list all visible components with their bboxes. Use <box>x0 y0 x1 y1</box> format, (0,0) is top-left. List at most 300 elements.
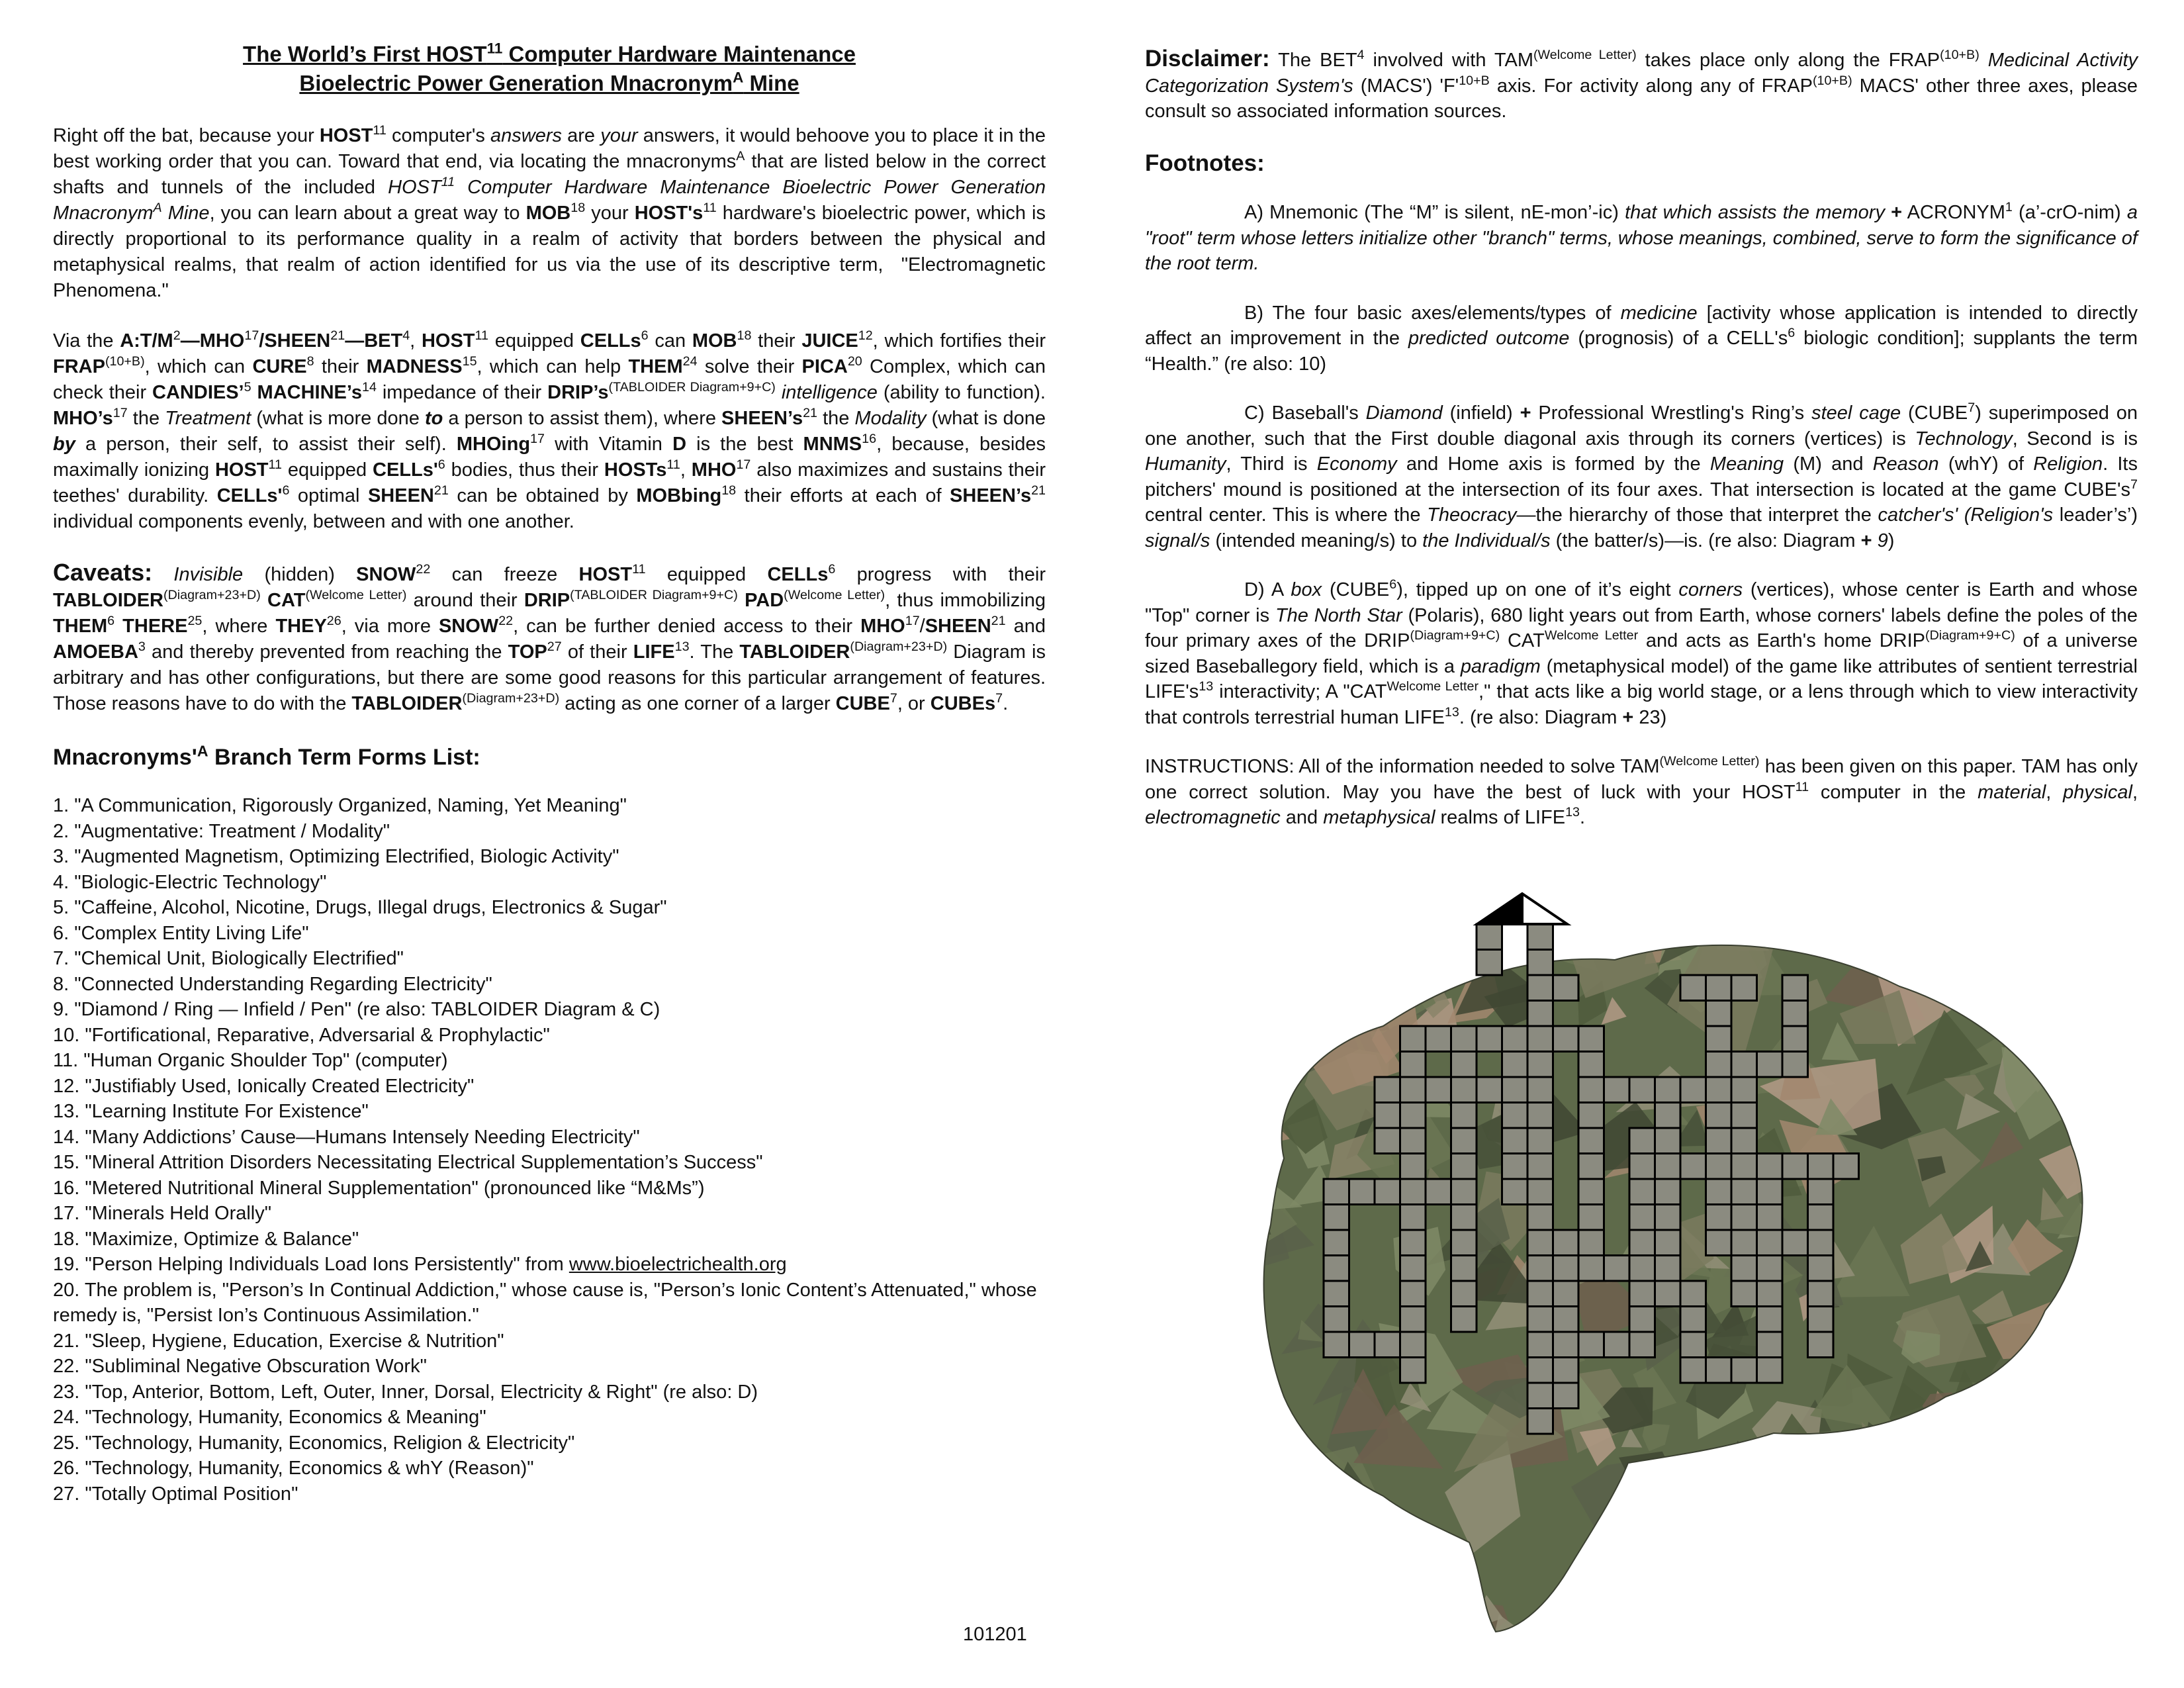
mine-cell[interactable] <box>1629 1179 1655 1205</box>
mine-cell[interactable] <box>1527 950 1553 976</box>
list-item: 17. "Minerals Held Orally" <box>53 1203 272 1224</box>
mine-cell[interactable] <box>1578 1230 1604 1256</box>
camo-patch <box>1357 1612 1397 1641</box>
right-column <box>1145 46 2138 831</box>
camo-patch <box>1800 1622 1839 1655</box>
camo-patch <box>1244 1506 1290 1558</box>
footnote-d: D) A box (CUBE$^6$), tipped up on one of it’s eight corners (vertices), whose center is Earth and whose "Top" corner is The North Star (Polaris), 680 light years out from Earth, whose corners' labels define the poles of the four primary axes of the $DRIP^{(Diagram+9+C)}$ $CAT^{Welcome Letter}$ and acts as Earth's home $DRIP^{(Diagram+9+C)}$ of a universe sized Baseballegory field, which is a paradigm (metaphysical model) of the game like attributes of sentient terrestrial $LIFE's^{13}$ interactivity; A "$CAT^{Welcome Letter}$," that acts like a big world stage, or a lens through which to view interactivity that controls terrestrial human LIFE$^{13}$. (re also: Diagram + 23) <box>1145 577 2138 728</box>
mine-cell[interactable] <box>1629 1281 1655 1307</box>
mine-cell[interactable] <box>1731 1358 1757 1383</box>
mine-cell[interactable] <box>1451 1052 1477 1078</box>
mine-cell[interactable] <box>1400 1281 1426 1307</box>
camo-patch <box>2068 1262 2098 1299</box>
mine-cell[interactable] <box>1655 1128 1681 1154</box>
mine-cell[interactable] <box>1629 1332 1655 1358</box>
camo-patch <box>1614 1577 1655 1615</box>
camo-patch <box>1667 1550 1693 1570</box>
list-item-19 <box>53 1252 1046 1278</box>
mine-cell[interactable] <box>1400 1128 1426 1154</box>
camo-patch <box>2029 1530 2097 1573</box>
mine-cell[interactable] <box>1629 1154 1655 1180</box>
list-item: 14. "Many Addictions’ Cause—Humans Intensely Needing Electricity" <box>53 1126 640 1148</box>
mine-cell[interactable] <box>1731 1052 1757 1078</box>
camo-patch <box>1291 1613 1363 1655</box>
mine-cell[interactable] <box>1578 1332 1604 1358</box>
mine-cell[interactable] <box>1502 1052 1528 1078</box>
mine-cell[interactable] <box>1578 1256 1604 1282</box>
mine-cell[interactable] <box>1808 1230 1834 1256</box>
list-item: 2. "Augmentative: Treatment / Modality" <box>53 820 390 842</box>
mine-cell[interactable] <box>1655 1103 1681 1129</box>
camo-patch <box>1943 922 1973 956</box>
camo-patch <box>1653 1595 1706 1638</box>
mine-cell[interactable] <box>1400 1077 1426 1103</box>
mine-cell[interactable] <box>1324 1332 1349 1358</box>
mine-cell[interactable] <box>1502 1103 1528 1129</box>
camo-patch <box>1244 1047 1291 1119</box>
camo-patch <box>1272 880 1317 935</box>
mine-cell[interactable] <box>1400 1256 1426 1282</box>
mine-cell[interactable] <box>1527 1332 1553 1358</box>
mine-cell[interactable] <box>1375 1332 1400 1358</box>
camo-patch <box>1841 1441 1868 1477</box>
camo-patch <box>1377 1581 1428 1630</box>
mine-cell[interactable] <box>1527 1358 1553 1383</box>
mine-cell[interactable] <box>1375 1128 1400 1154</box>
mine-cell[interactable] <box>1553 1256 1579 1282</box>
mine-cell[interactable] <box>1553 1332 1579 1358</box>
mine-cell[interactable] <box>1578 1179 1604 1205</box>
camo-patch <box>1920 912 1946 951</box>
footnote-a: A) Mnemonic (The “M” is silent, nE-mon’-ic) that which assists the memory + $ACRONYM^1$ (a’-crO-nim) a "root" term whose letters initialize other "branch" terms, whose meanings, combined, serve to form the significance of the root term. <box>1145 200 2138 274</box>
mine-cell[interactable] <box>1757 1358 1783 1383</box>
camo-patch <box>1667 1525 1735 1574</box>
mine-cell[interactable] <box>1757 1052 1783 1078</box>
mine-cell[interactable] <box>1655 1281 1681 1307</box>
list-item: 1. "A Communication, Rigorously Organized, Naming, Yet Meaning" <box>53 795 627 816</box>
mine-cell[interactable] <box>1706 1358 1732 1383</box>
mine-cell[interactable] <box>1451 1077 1477 1103</box>
mine-cell[interactable] <box>1477 1026 1502 1052</box>
camo-patch <box>1432 1569 1480 1632</box>
mine-cell[interactable] <box>1324 1307 1349 1333</box>
mine-cell[interactable] <box>1757 1154 1783 1180</box>
camo-patch <box>1811 1476 1834 1501</box>
intro-paragraph: Right off the bat, because your HOST$^{11}$ computer's answers are your answers, it would behoove you to place it in the best working order that you can. Toward that end, via locating the mnacronyms$^A$ that are listed below in the correct shafts and tunnels of the included HOST$^{11}$ Computer Hardware Maintenance Bioelectric Power Generation Mnacronym$^A$ Mine, you can learn about a great way to MOB$^{18}$ your $HOST's^{11}$ hardware's bioelectric power, which is directly proportional to its performance quality in a realm of activity that borders between the physical and metaphysical realms, that realm of action identified for us via the use of its descriptive term, "Electromagnetic Phenomena." <box>53 123 1046 301</box>
mine-cell[interactable] <box>1375 1077 1400 1103</box>
camo-patch <box>1308 880 1373 939</box>
mine-cell[interactable] <box>1400 1179 1426 1205</box>
mine-cell[interactable] <box>1375 1179 1400 1205</box>
title-line-1: The World’s First HOST$^{11}$ Computer Hardware Maintenance <box>243 40 856 66</box>
camo-patch <box>1917 1407 1959 1444</box>
camo-patch <box>1952 1464 2022 1560</box>
mine-cell[interactable] <box>1757 1332 1783 1358</box>
camo-patch <box>1923 1434 2003 1481</box>
mine-cell[interactable] <box>1680 1307 1706 1333</box>
mine-cell[interactable] <box>1782 975 1808 1001</box>
mine-cell[interactable] <box>1578 1205 1604 1231</box>
mine-cell[interactable] <box>1527 1052 1553 1078</box>
camo-patch <box>2046 1561 2083 1601</box>
list-heading: $Mnacronyms'^A$ Branch Term Forms List: <box>53 742 480 770</box>
camo-patch <box>1384 898 1417 945</box>
mine-cell[interactable] <box>1629 1256 1655 1282</box>
mine-cell[interactable] <box>1757 1281 1783 1307</box>
list-item: 13. "Learning Institute For Existence" <box>53 1101 369 1122</box>
mine-cell[interactable] <box>1731 1281 1757 1307</box>
camo-patch <box>1370 980 1406 1019</box>
camo-patch <box>1244 1603 1290 1655</box>
list-item: 23. "Top, Anterior, Bottom, Left, Outer, Inner, Dorsal, Electricity & Right" (re also: D) <box>53 1381 758 1403</box>
mine-cell[interactable] <box>1629 1077 1655 1103</box>
camo-patch <box>1823 1549 1910 1615</box>
mine-cell[interactable] <box>1655 1230 1681 1256</box>
mine-cell[interactable] <box>1680 1281 1706 1307</box>
mine-cell[interactable] <box>1808 1332 1834 1358</box>
mine-cell[interactable] <box>1757 1307 1783 1333</box>
instructions-paragraph: INSTRUCTIONS: All of the information needed to solve $TAM^{(Welcome Letter)}$ has been given on this paper. TAM has only one correct solution. May you have the best of luck with your HOST$^{11}$ computer in the material, physical, electromagnetic and metaphysical realms of LIFE$^{13}$. <box>1145 754 2138 828</box>
disclaimer-heading: Disclaimer: <box>1145 46 1270 71</box>
camo-patch <box>1357 922 1441 970</box>
mine-cell[interactable] <box>1706 1001 1732 1027</box>
mine-cell[interactable] <box>1324 1230 1349 1256</box>
mine-cell[interactable] <box>1731 1179 1757 1205</box>
mine-cell[interactable] <box>1451 1205 1477 1231</box>
mine-cell[interactable] <box>1655 1154 1681 1180</box>
left-column <box>53 40 1046 1507</box>
camo-patch <box>2028 1511 2098 1617</box>
mine-cell[interactable] <box>1400 1154 1426 1180</box>
camo-patch <box>2002 885 2053 925</box>
camo-patch <box>1347 880 1425 908</box>
mine-cell[interactable] <box>1680 975 1706 1001</box>
mine-cell[interactable] <box>1782 1001 1808 1027</box>
camo-patch <box>1324 1560 1384 1599</box>
mine-cell[interactable] <box>1451 1256 1477 1282</box>
mine-cell[interactable] <box>1527 1409 1553 1434</box>
mine-cell[interactable] <box>1324 1179 1349 1205</box>
mine-cell[interactable] <box>1782 1230 1808 1256</box>
mine-cell[interactable] <box>1527 1281 1553 1307</box>
list-item: 6. "Complex Entity Living Life" <box>53 922 309 944</box>
camo-patch <box>2036 934 2099 1001</box>
mine-cell[interactable] <box>1477 924 1502 950</box>
mine-cell[interactable] <box>1706 1154 1732 1180</box>
camo-patch <box>1862 880 1943 935</box>
camo-patch <box>1244 1467 1292 1560</box>
list-item: 27. "Totally Optimal Position" <box>53 1483 298 1505</box>
camo-patch <box>1340 1590 1412 1656</box>
brain-puzzle-figure <box>1244 880 2098 1655</box>
mine-cell[interactable] <box>1400 1205 1426 1231</box>
camo-patch <box>1758 1458 1803 1494</box>
mine-cell[interactable] <box>1527 1230 1553 1256</box>
mine-cell[interactable] <box>1324 1205 1349 1231</box>
mine-cell[interactable] <box>1502 1077 1528 1103</box>
mine-cell[interactable] <box>1324 1281 1349 1307</box>
mine-cell[interactable] <box>1629 1128 1655 1154</box>
mine-cell[interactable] <box>1706 1230 1732 1256</box>
camo-patch <box>1860 1422 1911 1468</box>
mine-cell[interactable] <box>1400 1307 1426 1333</box>
mine-cell[interactable] <box>1553 1281 1579 1307</box>
mine-cell[interactable] <box>1502 1128 1528 1154</box>
mine-cell[interactable] <box>1604 1332 1630 1358</box>
camo-patch <box>1244 1427 1285 1491</box>
mine-cell[interactable] <box>1502 1026 1528 1052</box>
mine-cell[interactable] <box>1655 1256 1681 1282</box>
mine-cell[interactable] <box>1451 1230 1477 1256</box>
caveats-heading: Caveats: <box>53 559 153 586</box>
mine-cell[interactable] <box>1782 1026 1808 1052</box>
camo-patch <box>1717 1440 1770 1503</box>
camo-patch <box>1297 1527 1386 1621</box>
camo-patch <box>2045 1378 2098 1422</box>
mine-cell[interactable] <box>1349 1179 1375 1205</box>
list-item: 9. "Diamond / Ring — Infield / Pen" (re also: TABLOIDER Diagram & C) <box>53 999 660 1020</box>
camo-patch <box>2002 1577 2057 1655</box>
camo-patch <box>1244 1209 1271 1237</box>
mine-cell[interactable] <box>1731 1230 1757 1256</box>
mine-cell[interactable] <box>1731 1154 1757 1180</box>
mine-cell[interactable] <box>1527 1103 1553 1129</box>
list-item: 15. "Mineral Attrition Disorders Necessitating Electrical Supplementation’s Success" <box>53 1152 763 1173</box>
document-number: 101201 <box>963 1624 1027 1645</box>
list-item: 26. "Technology, Humanity, Economics & whY (Reason)" <box>53 1458 534 1479</box>
mine-cell[interactable] <box>1451 1026 1477 1052</box>
camo-patch <box>1658 1530 1696 1570</box>
camo-patch <box>1766 1615 1818 1655</box>
mine-cell[interactable] <box>1629 1230 1655 1256</box>
mine-cell[interactable] <box>1527 924 1553 950</box>
camo-patch <box>1381 906 1421 941</box>
mine-cell[interactable] <box>1680 1154 1706 1180</box>
list-item: 11. "Human Organic Shoulder Top" (computer) <box>53 1050 448 1071</box>
mine-cell[interactable] <box>1655 1179 1681 1205</box>
disclaimer-paragraph: Disclaimer: The BET$^4$ involved with $TAM^{(Welcome Letter)}$ takes place only along the $FRAP^{(10+B)}$ Medicinal Activity Categorization System's (MACS') '$F'^{10+B}$ axis. For activity along any of $FRAP^{(10+B)}$ MACS' other three axes, please consult so associated information sources. <box>1145 46 2138 122</box>
camo-patch <box>1352 982 1412 1011</box>
camo-patch <box>1717 1474 1792 1551</box>
mine-cell[interactable] <box>1527 1128 1553 1154</box>
list-item: 8. "Connected Understanding Regarding Electricity" <box>53 973 492 995</box>
mine-cell[interactable] <box>1680 1358 1706 1383</box>
mine-cell[interactable] <box>1731 975 1757 1001</box>
mine-cell[interactable] <box>1808 1154 1834 1180</box>
mine-cell[interactable] <box>1502 1179 1528 1205</box>
mine-cell[interactable] <box>1400 1230 1426 1256</box>
mine-cell[interactable] <box>1706 1103 1732 1129</box>
mine-cell[interactable] <box>1349 1332 1375 1358</box>
mine-cell[interactable] <box>1604 1077 1630 1103</box>
camo-patch <box>2003 1396 2045 1452</box>
camo-patch <box>1733 880 1798 933</box>
mine-cell[interactable] <box>1324 1256 1349 1282</box>
mine-cell[interactable] <box>1731 1205 1757 1231</box>
mine-cell[interactable] <box>1527 1154 1553 1180</box>
mine-cell[interactable] <box>1578 1052 1604 1078</box>
mine-cell[interactable] <box>1553 975 1579 1001</box>
mine-cell[interactable] <box>1553 1358 1579 1383</box>
mine-cell[interactable] <box>1527 975 1553 1001</box>
list-item: 5. "Caffeine, Alcohol, Nicotine, Drugs, Illegal drugs, Electronics & Sugar" <box>53 897 667 918</box>
list-item: 12. "Justifiably Used, Ionically Created Electricity" <box>53 1075 475 1097</box>
mine-cell[interactable] <box>1527 1205 1553 1231</box>
mine-cell[interactable] <box>1477 950 1502 976</box>
camo-patch <box>1893 1526 1941 1578</box>
mine-cell[interactable] <box>1375 1103 1400 1129</box>
camo-patch <box>1303 1583 1377 1637</box>
mine-cell[interactable] <box>1527 1026 1553 1052</box>
mine-cell[interactable] <box>1477 1077 1502 1103</box>
mine-cell[interactable] <box>1400 1103 1426 1129</box>
camo-patch <box>2044 1507 2098 1585</box>
mine-cell[interactable] <box>1757 1256 1783 1282</box>
mine-cell[interactable] <box>1782 1154 1808 1180</box>
mine-cell[interactable] <box>1527 1077 1553 1103</box>
mine-cell[interactable] <box>1527 1383 1553 1409</box>
mine-cell[interactable] <box>1680 1077 1706 1103</box>
mine-cell[interactable] <box>1680 1332 1706 1358</box>
mine-cell[interactable] <box>1706 1128 1732 1154</box>
mine-cell[interactable] <box>1578 1128 1604 1154</box>
list-item: 16. "Metered Nutritional Mineral Supplementation" (pronounced like “M&Ms”) <box>53 1177 705 1199</box>
mine-cell[interactable] <box>1808 1256 1834 1282</box>
mine-cell[interactable] <box>1757 1230 1783 1256</box>
camo-patch <box>1795 1605 1843 1648</box>
mine-cell[interactable] <box>1706 1077 1732 1103</box>
footnote-c: C) Baseball's Diamond (infield) + Professional Wrestling's Ring’s steel cage (CUBE$^7$) superimposed on one another, such that the First double diagonal axis through its corners (vertices) is Technology, Second is is Humanity, Third is Economy and Home axis is formed by the Meaning (M) and Reason (whY) of Religion. Its pitchers' mound is positioned at the intersection of its four axes. That intersection is located at the game $CUBE's^7$ central center. This is where the Theocracy—the hierarchy of those that interpret the catcher's' (Religion's leader’s’) signal/s (intended meaning/s) to the Individual/s (the batter/s)—is. (re also: Diagram + 9) <box>1145 400 2138 551</box>
mine-cell[interactable] <box>1451 1128 1477 1154</box>
mine-cell[interactable] <box>1782 1052 1808 1078</box>
mine-cell[interactable] <box>1833 1154 1859 1180</box>
mine-cell[interactable] <box>1629 1205 1655 1231</box>
mine-cell[interactable] <box>1706 1052 1732 1078</box>
mine-cell[interactable] <box>1426 1179 1451 1205</box>
list-item-text: 19. "Person Helping Individuals Load Ions Persistently" from <box>53 1254 569 1275</box>
camo-patch <box>1713 1470 1776 1524</box>
mine-cell[interactable] <box>1451 1103 1477 1129</box>
mine-cell[interactable] <box>1629 1307 1655 1333</box>
camo-patch <box>1249 1505 1320 1637</box>
camo-patch <box>1890 1483 1954 1523</box>
mine-cell[interactable] <box>1655 1077 1681 1103</box>
camo-patch <box>1265 1502 1343 1588</box>
mine-cell[interactable] <box>1451 1281 1477 1307</box>
camo-patch <box>1864 1605 1919 1655</box>
camo-patch <box>2003 939 2084 1009</box>
camo-patch <box>1469 880 1508 909</box>
mine-cell[interactable] <box>1731 1103 1757 1129</box>
camo-patch <box>1619 1452 1680 1519</box>
camo-patch <box>1862 1422 1890 1453</box>
caveats-paragraph: Caveats: Invisible (hidden) SNOW$^{22}$ can freeze HOST$^{11}$ equipped CELLs$^6$ progress with their $TABLOIDER^{(Diagram+23+D)}$ $CAT^{(Welcome Letter)}$ around their $DRIP^{(TABLOIDER Diagram+9+C)}$ $PAD^{(Welcome Letter)}$, thus immobilizing THEM$^6$ THERE$^{25}$, where THEY$^{26}$, via more SNOW$^{22}$, can be further denied access to their MHO$^{17}$/SHEEN$^{21}$ and AMOEBA$^3$ and thereby prevented from reaching the TOP$^{27}$ of their LIFE$^{13}$. The $TABLOIDER^{(Diagram+23+D)}$ Diagram is arbitrary and has other configurations, but there are some good reasons for this particular arrangement of features. Those reasons have to do with the $TABLOIDER^{(Diagram+23+D)}$ acting as one corner of a larger CUBE$^7$, or CUBEs$^7$. <box>53 559 1046 714</box>
camo-patch <box>2058 1436 2098 1485</box>
mine-cell[interactable] <box>1426 1026 1451 1052</box>
camo-patch <box>1788 1472 1827 1510</box>
camo-patch <box>1367 1520 1449 1581</box>
camo-patch <box>1854 1573 1895 1626</box>
camo-patch <box>1394 1613 1493 1655</box>
list-item: 20. The problem is, "Person’s In Continual Addiction," whose cause is, "Person’s Ionic Content’s Attenuated," whose remedy is, "Persist Ion’s Continuous Assimilation." <box>53 1279 1037 1326</box>
mine-cell[interactable] <box>1808 1179 1834 1205</box>
camo-patch <box>2044 1411 2080 1464</box>
camo-patch <box>2044 1389 2081 1427</box>
mine-cell[interactable] <box>1400 1332 1426 1358</box>
mine-cell[interactable] <box>1553 1230 1579 1256</box>
mine-cell[interactable] <box>1706 1026 1732 1052</box>
via-paragraph: Via the $A:T/M^2—MHO^{17}/SHEEN^{21}—BET^4$, HOST$^{11}$ equipped CELLs$^6$ can MOB$^{18}$ their JUICE$^{12}$, which fortifies their $FRAP^{(10+B)}$, which can CURE$^8$ their MADNESS$^{15}$, which can help THEM$^{24}$ solve their PICA$^{20}$ Complex, which can check their CANDIES’$^5$ $MACHINE’s^{14}$ impedance of their $DRIP’s^{(TABLOIDER Diagram+9+C)}$ intelligence (ability to function). $MHO’s^{17}$ the Treatment (what is more done to a person to assist them), where $SHEEN’s^{21}$ the Modality (what is done by a person, their self, to assist their self). MHOing$^{17}$ with Vitamin D is the best MNMS$^{16}$, because, besides maximally ionizing HOST$^{11}$ equipped $CELLs'^6$ bodies, thus their HOSTs$^{11}$, MHO$^{17}$ also maximizes and sustains their teethes' durability. $CELLs'^6$ optimal SHEEN$^{21}$ can be obtained by MOBbing$^{18}$ their efforts at each of $SHEEN’s^{21}$ individual components evenly, between and with one another. <box>53 328 1046 532</box>
camo-patch <box>2028 987 2098 1061</box>
mine-cell[interactable] <box>1426 1077 1451 1103</box>
footnote-b: B) The four basic axes/elements/types of medicine [activity whose application is intended to directly affect an improvement in the predicted outcome (prognosis) of a $CELL's^6$ biologic condition]; supplants the term “Health.” (re also: 10) <box>1145 302 2138 375</box>
mine-cell[interactable] <box>1757 1179 1783 1205</box>
camo-patch <box>1738 880 1778 941</box>
list-item: 25. "Technology, Humanity, Economics, Religion & Electricity" <box>53 1432 575 1454</box>
mine-cell[interactable] <box>1527 1001 1553 1027</box>
mine-cell[interactable] <box>1451 1307 1477 1333</box>
list-item: 3. "Augmented Magnetism, Optimizing Electrified, Biologic Activity" <box>53 846 619 867</box>
mine-cell[interactable] <box>1451 1179 1477 1205</box>
camo-patch <box>1354 880 1420 951</box>
camo-patch <box>1778 1448 1876 1558</box>
mine-cell[interactable] <box>1808 1307 1834 1333</box>
camo-patch <box>1909 1545 1995 1634</box>
mine-cell[interactable] <box>1451 1154 1477 1180</box>
mine-cell[interactable] <box>1578 1077 1604 1103</box>
mine-cell[interactable] <box>1527 1179 1553 1205</box>
mine-cell[interactable] <box>1706 1179 1732 1205</box>
camo-patch <box>1717 900 1769 951</box>
camo-patch <box>1948 880 2000 894</box>
house-roof-icon <box>1477 894 1567 924</box>
mine-cell[interactable] <box>1757 1205 1783 1231</box>
list-item: 7. "Chemical Unit, Biologically Electrified" <box>53 948 404 969</box>
mine-cell[interactable] <box>1527 1307 1553 1333</box>
mine-cell[interactable] <box>1578 1154 1604 1180</box>
branch-term-list <box>53 793 1046 1507</box>
mine-cell[interactable] <box>1553 1307 1579 1333</box>
mine-cell[interactable] <box>1578 1103 1604 1129</box>
mine-cell[interactable] <box>1578 1026 1604 1052</box>
website-link[interactable]: www.bioelectrichealth.org <box>569 1254 787 1275</box>
mine-cell[interactable] <box>1604 1256 1630 1282</box>
mine-cell[interactable] <box>1808 1205 1834 1231</box>
mine-cell[interactable] <box>1808 1281 1834 1307</box>
mine-cell[interactable] <box>1731 1256 1757 1282</box>
mine-cell[interactable] <box>1731 1128 1757 1154</box>
mine-cell[interactable] <box>1400 1026 1426 1052</box>
title-line-2: Bioelectric Power Generation Mnacronym$^A$ Mine <box>299 69 799 95</box>
mine-cell[interactable] <box>1527 1256 1553 1282</box>
list-item: 10. "Fortificational, Reparative, Adversarial & Prophylactic" <box>53 1024 550 1046</box>
list-item: 24. "Technology, Humanity, Economics & Meaning" <box>53 1407 486 1428</box>
mine-cell[interactable] <box>1706 1205 1732 1231</box>
camo-patch <box>1244 1480 1270 1552</box>
camo-patch <box>2021 1606 2063 1654</box>
mine-cell[interactable] <box>1553 1383 1579 1409</box>
mine-cell[interactable] <box>1553 1026 1579 1052</box>
mine-cell[interactable] <box>1731 1077 1757 1103</box>
mine-cell[interactable] <box>1502 1154 1528 1180</box>
mine-cell[interactable] <box>1655 1205 1681 1231</box>
camo-patch <box>1430 1551 1467 1587</box>
list-item: 21. "Sleep, Hygiene, Education, Exercise & Nutrition" <box>53 1330 504 1352</box>
mine-cell[interactable] <box>1400 1052 1426 1078</box>
mine-cell[interactable] <box>1400 1358 1426 1383</box>
mine-cell[interactable] <box>1706 975 1732 1001</box>
page-title <box>53 40 1046 98</box>
